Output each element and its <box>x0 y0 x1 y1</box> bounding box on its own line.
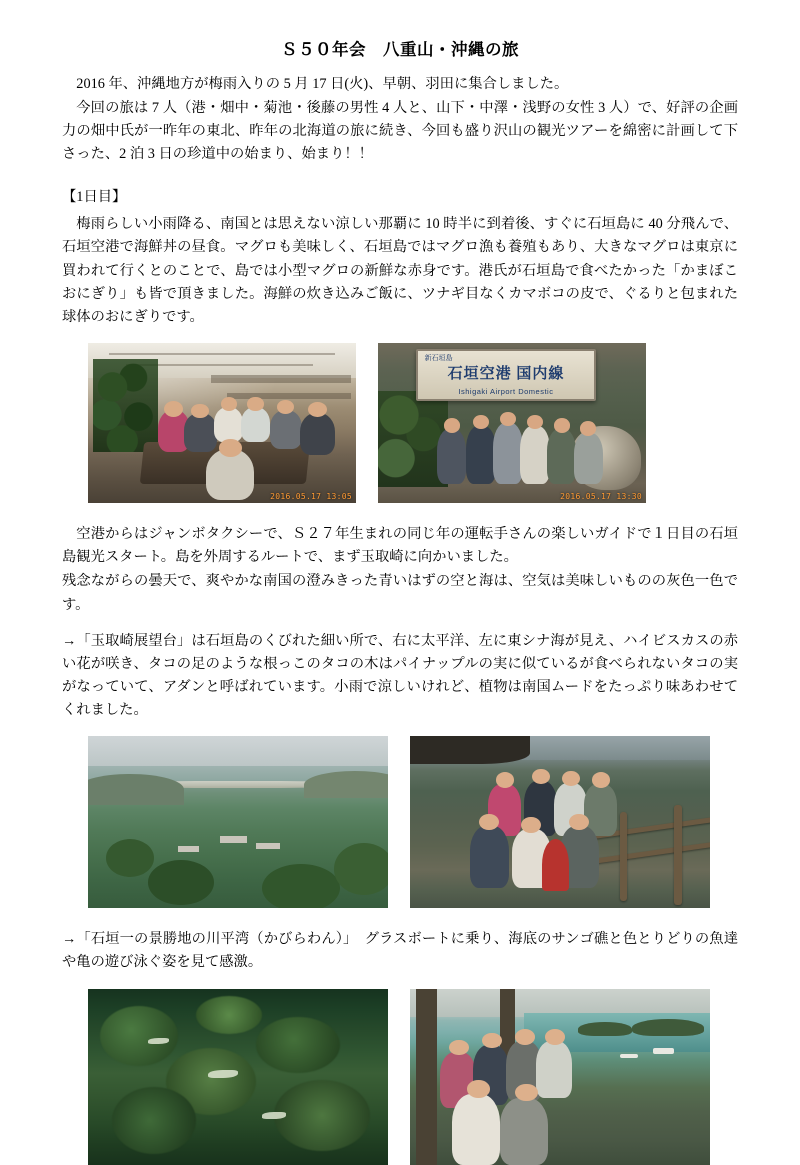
canopy-roof <box>410 736 530 764</box>
tree <box>262 864 340 909</box>
photo-row-3 <box>62 989 738 1165</box>
intro-paragraph-1: 2016 年、沖縄地方が梅雨入りの 5 月 17 日(火)、早朝、羽田に集合しました。 <box>76 75 569 92</box>
person <box>536 1041 572 1097</box>
potted-plant <box>93 359 157 452</box>
person <box>241 407 270 442</box>
person-head <box>164 401 183 417</box>
railing-post <box>674 805 682 905</box>
person-head <box>545 1029 565 1045</box>
coral <box>100 1006 178 1066</box>
fish <box>262 1112 286 1119</box>
person-head <box>221 397 237 411</box>
day1-paragraph-5: →「石垣一の景勝地の川平湾（かびらわん）」 グラスボートに乗り、海底のサンゴ礁と色とりどりの魚達や亀の遊び泳ぐ姿を見て感激。 <box>62 931 738 971</box>
restaurant-lunch-photo <box>88 343 356 503</box>
coral <box>196 996 262 1035</box>
person <box>270 410 302 448</box>
photo-row-2 <box>62 736 738 908</box>
hill <box>304 771 388 799</box>
person-head <box>191 404 208 418</box>
railing <box>590 841 710 864</box>
photo-row-1 <box>62 343 738 503</box>
coral <box>256 1017 340 1073</box>
tree-trunk <box>416 989 437 1165</box>
person-head <box>532 769 550 784</box>
person <box>574 433 603 484</box>
rooftop <box>178 846 199 851</box>
person <box>300 413 335 455</box>
red-umbrella <box>542 839 569 891</box>
person-head <box>562 771 580 786</box>
person-head <box>308 402 327 417</box>
person <box>500 1098 548 1165</box>
boat <box>653 1048 674 1053</box>
person-head <box>554 418 570 432</box>
photo-timestamp: 2016.05.17 13:05 <box>270 492 352 502</box>
airport-signboard <box>416 349 597 401</box>
coral <box>274 1080 370 1150</box>
tree <box>334 843 388 895</box>
day1-heading: 【1日目】 <box>62 189 127 206</box>
kabira-coral-photo <box>88 989 388 1165</box>
person <box>437 429 466 483</box>
person <box>214 407 243 442</box>
ceiling-line <box>109 353 334 355</box>
person-head <box>449 1040 469 1056</box>
person <box>520 426 549 484</box>
rooftop <box>220 836 247 843</box>
person <box>184 413 216 451</box>
person-head <box>496 772 514 787</box>
day1-paragraph-2: 空港からはジャンボタクシーで、Ｓ２７年生まれの同じ年の運転手さんの楽しいガイドで１日目の石垣島観光スタート。島を外周するルートで、まず玉取崎に向かいました。 <box>62 526 738 566</box>
intro-paragraph-2: 今回の旅は 7 人（港・畑中・菊池・後藤の男性 4 人と、山下・中澤・浅野の女性 3 人）で、好評の企画力の畑中氏が一昨年の東北、昨年の北海道の旅に続き、今回も盛り沢山の観光ツアーを綿密に計画して下さった、2 泊 3 日の珍道中の始まり、始まり！！ <box>62 99 738 163</box>
person-head <box>521 817 541 833</box>
day1-paragraph-3: 残念ながらの曇天で、爽やかな南国の澄みきった青いはずの空と海は、空気は美味しいものの灰色一色です。 <box>62 573 738 613</box>
page-title: Ｓ５０年会 八重山・沖縄の旅 <box>281 40 519 59</box>
person-head <box>569 814 589 830</box>
person-head <box>482 1033 502 1049</box>
person-head <box>592 772 610 787</box>
person-head <box>500 412 516 426</box>
tree <box>148 860 214 905</box>
coral <box>112 1087 196 1154</box>
person <box>470 826 509 888</box>
hill <box>88 774 184 805</box>
person-head <box>219 439 242 457</box>
tamatorizaki-view-photo <box>88 736 388 908</box>
person <box>466 426 495 484</box>
person <box>452 1094 500 1164</box>
person-head <box>444 418 460 432</box>
person-head <box>479 814 499 830</box>
day1-paragraph-4: →「玉取崎展望台」は石垣島のくびれた細い所で、右に太平洋、左に東シナ海が見え、ハイビスカスの赤い花が咲き、タコの足のような根っこのタコの木はパイナップルの実に似ているが食べられないタコの実がなっていて、アダンと呼ばれています。小雨で涼しいけれど、植物は南国ムードをたっぷり味あわせてくれました。 <box>62 632 738 719</box>
sign-top-text: 新石垣島 <box>424 353 453 362</box>
person-head <box>247 397 263 411</box>
islet <box>632 1019 704 1037</box>
sign-japanese-text: 石垣空港 国内線 <box>447 365 565 382</box>
boat <box>620 1054 638 1059</box>
shelf <box>227 393 350 399</box>
person-head <box>467 1080 490 1098</box>
tamatorizaki-group-photo <box>410 736 710 908</box>
person-head <box>515 1029 535 1045</box>
day1-paragraph-1: 梅雨らしい小雨降る、南国とは思えない涼しい那覇に 10 時半に到着後、すぐに石垣島に 40 分飛んで、石垣空港で海鮮丼の昼食。マグロも美味しく、石垣島ではマグロ漁も養殖もあり、大きなマグロは東京に買われて行くとのことで、島では小型マグロの新鮮な赤身です。港氏が石垣島で食べたかった「かまぼこおにぎり」も皆で頂きました。海鮮の炊き込みご飯に、ツナギ目なくカマボコの皮で、ぐるりと包まれた球体のおにぎりです。 <box>62 216 738 325</box>
tree <box>106 839 154 877</box>
person <box>493 423 522 484</box>
fish <box>148 1038 169 1044</box>
rooftop <box>256 843 280 849</box>
ishigaki-airport-sign-photo <box>378 343 646 503</box>
shelf <box>211 375 350 383</box>
railing-post <box>620 812 627 901</box>
kabira-bay-group-photo <box>410 989 710 1165</box>
person <box>547 429 576 483</box>
person-head <box>515 1084 538 1102</box>
sky <box>88 736 388 765</box>
photo-timestamp: 2016.05.17 13:30 <box>560 492 642 502</box>
islet <box>578 1022 632 1036</box>
sign-english-text: Ishigaki Airport Domestic <box>458 386 554 396</box>
